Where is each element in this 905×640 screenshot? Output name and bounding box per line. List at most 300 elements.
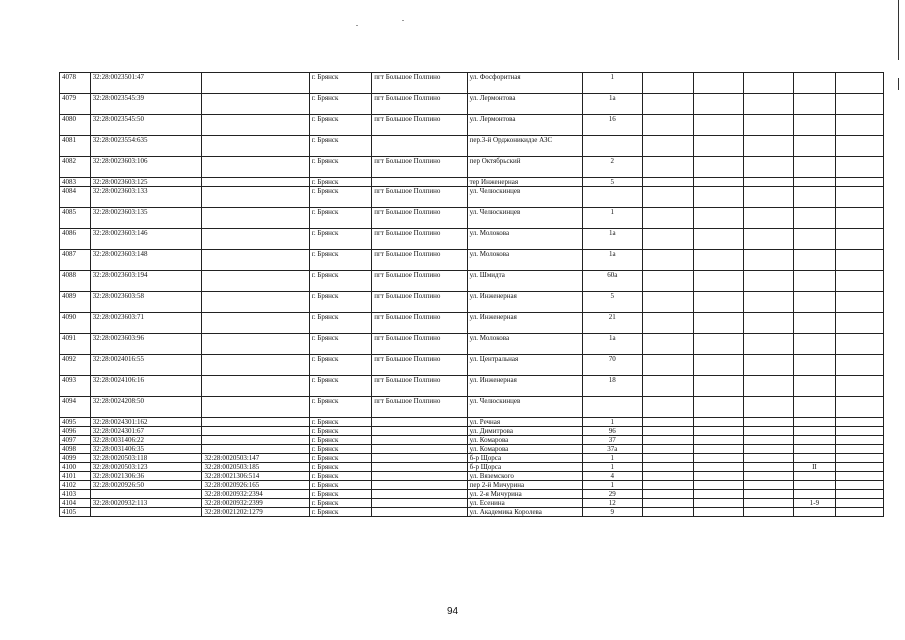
cell-house-number: 1 [582, 73, 642, 94]
cell-settlement: пгт Большое Полпино [372, 292, 467, 313]
cell-street: ул. Лермонтова [467, 94, 582, 115]
cell-street: тер Инженерная [467, 178, 582, 187]
cell-street: ул. Молокова [467, 229, 582, 250]
cell-city: г. Брянск [309, 445, 371, 454]
cell-settlement: пгт Большое Полпино [372, 271, 467, 292]
cell-linked-cadastral-number: 32:28:0021306:514 [202, 472, 309, 481]
table-row [60, 73, 884, 94]
cell-empty [694, 250, 743, 271]
cell-house-number: 12 [582, 499, 642, 508]
cell-linked-cadastral-number [202, 355, 309, 376]
cell-city: г. Брянск [309, 73, 371, 94]
cell-empty [694, 334, 743, 355]
cell-settlement [372, 499, 467, 508]
cell-record-number: 4084 [60, 187, 91, 208]
cell-record-number: 4092 [60, 355, 91, 376]
table-row [60, 355, 884, 376]
cell-settlement [372, 508, 467, 517]
cell-house-number [582, 136, 642, 157]
cell-settlement: пгт Большое Полпино [372, 250, 467, 271]
cell-empty [694, 376, 743, 397]
cell-extra-note [794, 454, 836, 463]
cell-empty [743, 418, 793, 427]
cell-empty [743, 187, 793, 208]
cell-street: ул. Лермонтова [467, 115, 582, 136]
cell-settlement [372, 463, 467, 472]
cell-house-number: 1а [582, 334, 642, 355]
cell-city: г. Брянск [309, 355, 371, 376]
cell-settlement: пгт Большое Полпино [372, 355, 467, 376]
cell-cadastral-number: 32:28:0024106:16 [90, 376, 202, 397]
cell-city: г. Брянск [309, 508, 371, 517]
cell-street: ул. Инженерная [467, 292, 582, 313]
cell-city: г. Брянск [309, 136, 371, 157]
cell-empty [743, 157, 793, 178]
cell-linked-cadastral-number [202, 178, 309, 187]
table-row [60, 94, 884, 115]
cell-house-number: 18 [582, 376, 642, 397]
cell-city: г. Брянск [309, 94, 371, 115]
cell-street: ул. Челюскинцев [467, 187, 582, 208]
cell-street: пер 2-й Мичурина [467, 481, 582, 490]
table-row [60, 490, 884, 499]
cell-settlement: пгт Большое Полпино [372, 313, 467, 334]
cell-extra-note: II [794, 463, 836, 472]
cell-house-number: 1 [582, 418, 642, 427]
cell-linked-cadastral-number [202, 418, 309, 427]
cell-record-number: 4094 [60, 397, 91, 418]
cell-linked-cadastral-number [202, 157, 309, 178]
cell-city: г. Брянск [309, 313, 371, 334]
cell-empty [694, 178, 743, 187]
cell-street: ул. Инженерная [467, 313, 582, 334]
cell-empty [835, 292, 883, 313]
cell-linked-cadastral-number [202, 313, 309, 334]
cell-empty [835, 187, 883, 208]
cell-extra-note [794, 418, 836, 427]
cell-empty [694, 187, 743, 208]
cell-cadastral-number: 32:28:0023603:125 [90, 178, 202, 187]
cell-city: г. Брянск [309, 376, 371, 397]
cell-street: ул. Вяземского [467, 472, 582, 481]
cell-record-number: 4078 [60, 73, 91, 94]
cell-linked-cadastral-number [202, 229, 309, 250]
cell-empty [642, 208, 694, 229]
table-row [60, 376, 884, 397]
cell-empty [743, 508, 793, 517]
table-row [60, 187, 884, 208]
cell-extra-note [794, 292, 836, 313]
cell-linked-cadastral-number: 32:28:0020932:2399 [202, 499, 309, 508]
cell-empty [743, 313, 793, 334]
cell-settlement: пгт Большое Полпино [372, 73, 467, 94]
cell-record-number: 4102 [60, 481, 91, 490]
cell-empty [694, 397, 743, 418]
cell-extra-note [794, 157, 836, 178]
cell-empty [694, 229, 743, 250]
cell-settlement: пгт Большое Полпино [372, 157, 467, 178]
cell-empty [743, 427, 793, 436]
cell-cadastral-number: 32:28:0031406:35 [90, 445, 202, 454]
cell-house-number: 1а [582, 250, 642, 271]
cell-house-number: 60а [582, 271, 642, 292]
cell-street: ул. Комарова [467, 445, 582, 454]
cell-empty [642, 94, 694, 115]
cell-empty [743, 136, 793, 157]
cell-empty [694, 271, 743, 292]
scan-speck [402, 20, 404, 21]
cell-house-number: 70 [582, 355, 642, 376]
cell-city: г. Брянск [309, 418, 371, 427]
cell-street: ул. Челюскинцев [467, 397, 582, 418]
cell-empty [642, 418, 694, 427]
cell-empty [835, 208, 883, 229]
cell-cadastral-number: 32:28:0024208:50 [90, 397, 202, 418]
cell-empty [642, 292, 694, 313]
cell-street: ул. Есенина [467, 499, 582, 508]
cell-empty [835, 136, 883, 157]
cell-linked-cadastral-number [202, 94, 309, 115]
cell-empty [835, 313, 883, 334]
cell-empty [642, 229, 694, 250]
cell-empty [743, 463, 793, 472]
cell-record-number: 4090 [60, 313, 91, 334]
cell-cadastral-number: 32:28:0023545:50 [90, 115, 202, 136]
cell-city: г. Брянск [309, 454, 371, 463]
cell-empty [642, 445, 694, 454]
cell-settlement [372, 481, 467, 490]
cell-extra-note [794, 208, 836, 229]
cell-city: г. Брянск [309, 427, 371, 436]
cell-cadastral-number: 32:28:0031406:22 [90, 436, 202, 445]
table-row [60, 508, 884, 517]
cell-settlement: пгт Большое Полпино [372, 115, 467, 136]
cell-empty [835, 508, 883, 517]
cell-house-number: 21 [582, 313, 642, 334]
cell-extra-note [794, 271, 836, 292]
table-row [60, 136, 884, 157]
cell-house-number: 96 [582, 427, 642, 436]
cell-street: ул. Молокова [467, 334, 582, 355]
cell-empty [743, 178, 793, 187]
table-row [60, 115, 884, 136]
cell-record-number: 4086 [60, 229, 91, 250]
cell-house-number: 2 [582, 157, 642, 178]
cell-empty [694, 355, 743, 376]
cell-empty [642, 178, 694, 187]
cell-house-number: 1а [582, 94, 642, 115]
cell-linked-cadastral-number [202, 208, 309, 229]
cell-house-number: 37а [582, 445, 642, 454]
cell-house-number: 1а [582, 229, 642, 250]
cell-cadastral-number: 32:28:0023603:106 [90, 157, 202, 178]
cell-empty [694, 313, 743, 334]
cell-cadastral-number: 32:28:0023603:148 [90, 250, 202, 271]
cell-city: г. Брянск [309, 481, 371, 490]
cell-city: г. Брянск [309, 292, 371, 313]
cell-empty [694, 115, 743, 136]
cell-cadastral-number [90, 508, 202, 517]
cell-linked-cadastral-number [202, 250, 309, 271]
cell-cadastral-number: 32:28:0020932:113 [90, 499, 202, 508]
cell-empty [835, 115, 883, 136]
cell-cadastral-number: 32:28:0023603:135 [90, 208, 202, 229]
table-row [60, 313, 884, 334]
cell-record-number: 4096 [60, 427, 91, 436]
cell-record-number: 4082 [60, 157, 91, 178]
table-row [60, 157, 884, 178]
cell-empty [835, 229, 883, 250]
cell-empty [694, 481, 743, 490]
cell-empty [694, 427, 743, 436]
cell-empty [743, 445, 793, 454]
cell-settlement: пгт Большое Полпино [372, 229, 467, 250]
table-row [60, 178, 884, 187]
cell-cadastral-number: 32:28:0023501:47 [90, 73, 202, 94]
table-row [60, 334, 884, 355]
cell-empty [835, 355, 883, 376]
table-row [60, 472, 884, 481]
cell-house-number: 1 [582, 454, 642, 463]
cell-extra-note [794, 490, 836, 499]
table-row [60, 481, 884, 490]
cell-city: г. Брянск [309, 490, 371, 499]
cell-street: ул. 2-я Мичурина [467, 490, 582, 499]
cell-linked-cadastral-number [202, 376, 309, 397]
cell-empty [835, 445, 883, 454]
cell-record-number: 4085 [60, 208, 91, 229]
cell-city: г. Брянск [309, 229, 371, 250]
cell-empty [694, 445, 743, 454]
cell-settlement [372, 427, 467, 436]
cell-empty [835, 454, 883, 463]
cell-record-number: 4100 [60, 463, 91, 472]
cell-street: ул. Центральная [467, 355, 582, 376]
cell-cadastral-number: 32:28:0020503:118 [90, 454, 202, 463]
cell-cadastral-number: 32:28:0024301:162 [90, 418, 202, 427]
cell-empty [743, 436, 793, 445]
cell-settlement: пгт Большое Полпино [372, 376, 467, 397]
cell-linked-cadastral-number [202, 334, 309, 355]
cell-linked-cadastral-number [202, 427, 309, 436]
cell-city: г. Брянск [309, 436, 371, 445]
records-table-body [60, 73, 884, 517]
cell-empty [642, 157, 694, 178]
cell-linked-cadastral-number [202, 436, 309, 445]
cell-house-number: 5 [582, 178, 642, 187]
cell-empty [642, 454, 694, 463]
cell-extra-note [794, 436, 836, 445]
cell-empty [694, 463, 743, 472]
cell-empty [835, 499, 883, 508]
cell-empty [694, 418, 743, 427]
cell-settlement [372, 472, 467, 481]
cell-city: г. Брянск [309, 397, 371, 418]
cell-empty [642, 250, 694, 271]
cell-empty [835, 178, 883, 187]
cell-empty [835, 334, 883, 355]
cell-settlement [372, 418, 467, 427]
cell-extra-note [794, 481, 836, 490]
cell-empty [642, 397, 694, 418]
cell-extra-note [794, 397, 836, 418]
cell-empty [642, 136, 694, 157]
cell-empty [743, 376, 793, 397]
cell-street: ул. Речная [467, 418, 582, 427]
scan-edge-mark [898, 0, 899, 60]
cell-empty [743, 334, 793, 355]
cell-settlement: пгт Большое Полпино [372, 94, 467, 115]
cell-empty [743, 355, 793, 376]
cell-cadastral-number: 32:28:0023603:194 [90, 271, 202, 292]
cell-cadastral-number: 32:28:0023603:146 [90, 229, 202, 250]
cell-empty [642, 436, 694, 445]
cell-settlement [372, 136, 467, 157]
cell-record-number: 4089 [60, 292, 91, 313]
cell-empty [835, 481, 883, 490]
table-row [60, 292, 884, 313]
cell-street: ул. Комарова [467, 436, 582, 445]
cell-empty [694, 508, 743, 517]
cell-record-number: 4104 [60, 499, 91, 508]
cell-cadastral-number: 32:28:0023603:58 [90, 292, 202, 313]
cell-empty [743, 115, 793, 136]
cell-house-number: 9 [582, 508, 642, 517]
cell-extra-note [794, 178, 836, 187]
cell-record-number: 4098 [60, 445, 91, 454]
cell-empty [694, 454, 743, 463]
page-number: 94 [446, 606, 459, 617]
cell-city: г. Брянск [309, 271, 371, 292]
cell-extra-note [794, 313, 836, 334]
cell-empty [694, 157, 743, 178]
cell-record-number: 4079 [60, 94, 91, 115]
cell-extra-note [794, 334, 836, 355]
cell-record-number: 4103 [60, 490, 91, 499]
table-row [60, 208, 884, 229]
table-row [60, 454, 884, 463]
cell-street: ул. Инженерная [467, 376, 582, 397]
cell-empty [642, 427, 694, 436]
cell-linked-cadastral-number [202, 271, 309, 292]
cell-linked-cadastral-number [202, 397, 309, 418]
cell-street: ул. Молокова [467, 250, 582, 271]
table-row [60, 463, 884, 472]
cell-empty [694, 94, 743, 115]
cell-cadastral-number: 32:28:0023603:96 [90, 334, 202, 355]
scan-speck [356, 25, 358, 26]
cell-empty [642, 73, 694, 94]
cell-record-number: 4097 [60, 436, 91, 445]
cell-empty [743, 499, 793, 508]
cell-empty [743, 397, 793, 418]
cell-empty [743, 73, 793, 94]
cell-cadastral-number [90, 490, 202, 499]
cell-record-number: 4091 [60, 334, 91, 355]
cell-linked-cadastral-number [202, 445, 309, 454]
table-row [60, 229, 884, 250]
cell-record-number: 4081 [60, 136, 91, 157]
cell-empty [835, 397, 883, 418]
cell-empty [694, 292, 743, 313]
cell-cadastral-number: 32:28:0020503:123 [90, 463, 202, 472]
cell-empty [743, 490, 793, 499]
cell-cadastral-number: 32:28:0023603:71 [90, 313, 202, 334]
cell-record-number: 4083 [60, 178, 91, 187]
cell-extra-note [794, 508, 836, 517]
cell-extra-note [794, 376, 836, 397]
cell-house-number [582, 397, 642, 418]
cell-empty [835, 490, 883, 499]
cell-extra-note [794, 445, 836, 454]
cell-empty [694, 208, 743, 229]
cell-house-number: 29 [582, 490, 642, 499]
cell-city: г. Брянск [309, 187, 371, 208]
cell-extra-note [794, 115, 836, 136]
cell-empty [694, 436, 743, 445]
table-row [60, 427, 884, 436]
cell-extra-note [794, 187, 836, 208]
cell-settlement: пгт Большое Полпино [372, 208, 467, 229]
cell-settlement: пгт Большое Полпино [372, 334, 467, 355]
cell-city: г. Брянск [309, 208, 371, 229]
cell-empty [694, 73, 743, 94]
table-row [60, 271, 884, 292]
cell-street: ул. Димитрова [467, 427, 582, 436]
cell-settlement [372, 436, 467, 445]
cell-house-number: 1 [582, 481, 642, 490]
cell-empty [743, 271, 793, 292]
cell-city: г. Брянск [309, 334, 371, 355]
cell-street: ул. Академика Королева [467, 508, 582, 517]
cell-linked-cadastral-number [202, 73, 309, 94]
cell-cadastral-number: 32:28:0020926:50 [90, 481, 202, 490]
cell-empty [835, 472, 883, 481]
cell-city: г. Брянск [309, 499, 371, 508]
cell-city: г. Брянск [309, 178, 371, 187]
cell-cadastral-number: 32:28:0021306:36 [90, 472, 202, 481]
cell-record-number: 4087 [60, 250, 91, 271]
table-row [60, 499, 884, 508]
cell-empty [642, 508, 694, 517]
cell-record-number: 4099 [60, 454, 91, 463]
cell-empty [642, 376, 694, 397]
cell-empty [835, 250, 883, 271]
table-row [60, 418, 884, 427]
cell-street: ул. Фосфоритная [467, 73, 582, 94]
cell-empty [835, 157, 883, 178]
cell-linked-cadastral-number: 32:28:0021202:1279 [202, 508, 309, 517]
cell-street: б-р Щорса [467, 463, 582, 472]
cell-empty [835, 463, 883, 472]
cell-linked-cadastral-number [202, 292, 309, 313]
cell-settlement [372, 178, 467, 187]
cell-empty [743, 454, 793, 463]
cell-empty [835, 427, 883, 436]
cell-cadastral-number: 32:28:0024301:67 [90, 427, 202, 436]
cell-city: г. Брянск [309, 115, 371, 136]
cell-house-number: 37 [582, 436, 642, 445]
cell-street: пер.3-й Орджоникидзе АЗС [467, 136, 582, 157]
cell-empty [642, 472, 694, 481]
cell-empty [743, 94, 793, 115]
cell-linked-cadastral-number [202, 115, 309, 136]
cell-city: г. Брянск [309, 157, 371, 178]
cell-settlement [372, 445, 467, 454]
cell-empty [642, 355, 694, 376]
cell-empty [835, 418, 883, 427]
cell-house-number: 1 [582, 208, 642, 229]
